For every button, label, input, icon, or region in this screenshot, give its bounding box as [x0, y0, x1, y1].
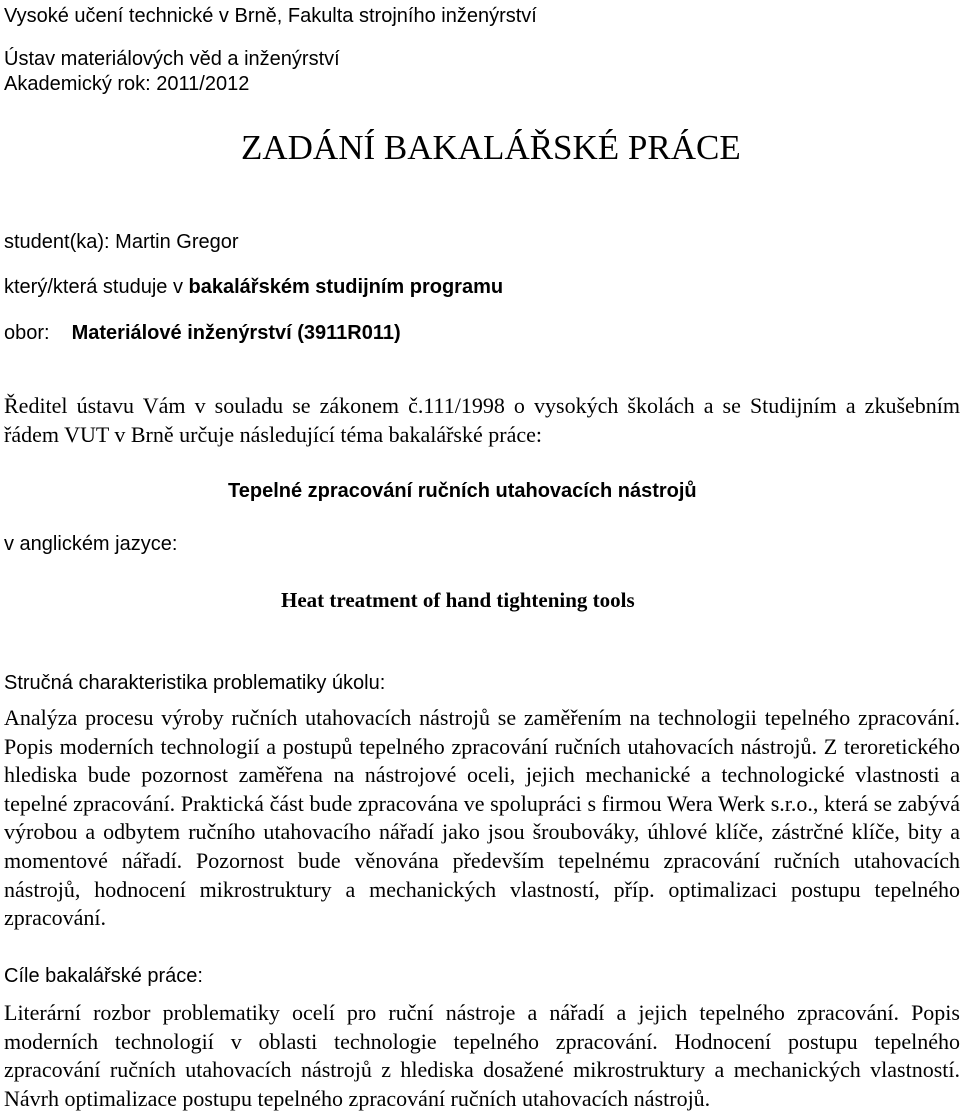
goals-heading: Cíle bakalářské práce:: [4, 965, 203, 987]
topic-czech: Tepelné zpracování ručních utahovacích nástrojů: [228, 480, 697, 502]
field-name: Materiálové inženýrství (3911R011): [71, 322, 401, 344]
student-label: student(ka):: [4, 231, 110, 253]
institute-header: Ústav materiálových věd a inženýrství: [4, 48, 340, 70]
english-topic-label: v anglickém jazyce:: [4, 533, 178, 555]
topic-english: Heat treatment of hand tightening tools: [281, 588, 635, 612]
characteristics-heading: Stručná charakteristika problematiky úkolu:: [4, 672, 386, 694]
student-name: Martin Gregor: [115, 231, 239, 253]
university-header: Vysoké učení technické v Brně, Fakulta strojního inženýrství: [4, 5, 537, 27]
academic-year: Akademický rok: 2011/2012: [4, 73, 250, 95]
goals-text: Literární rozbor problematiky ocelí pro ruční nástroje a nářadí a jejich tepelného zpracování. Popis moderních technologií v oblasti technologie tepelného zpracování. Hodnocení postupu tepelného zpracování ručních utahovacích nástrojů z hlediska dosažené mikrostruktury a mechanických vlastností. Návrh optimalizace postupu tepelného zpracování ručních utahovacích nástrojů.: [4, 1000, 960, 1111]
student-row: [4, 229, 239, 255]
page-title: ZADÁNÍ BAKALÁŘSKÉ PRÁCE: [241, 128, 741, 167]
program-prefix: který/která studuje v: [4, 276, 183, 298]
director-statement: Ředitel ústavu Vám v souladu se zákonem č.111/1998 o vysokých školách a se Studijním a zkušebním řádem VUT v Brně určuje následující téma bakalářské práce:: [4, 393, 960, 447]
field-label: obor:: [4, 322, 50, 344]
program-row: [4, 274, 503, 300]
characteristics-text: Analýza procesu výroby ručních utahovacích nástrojů se zaměřením na technologii tepelného zpracování. Popis moderních technologií a postupů tepelného zpracování ručních utahovacích nástrojů. Z teroretického hlediska bude pozornost zaměřena na nástrojové oceli, jejich mechanické a technologické vlastnosti a tepelné zpracování. Praktická část bude zpracována ve spolupráci s firmou Wera Werk s.r.o., která se zabývá výrobou a odbytem ručního utahovacího nářadí jako jsou šroubováky, úhlové klíče, zástrčné klíče, bity a momentové nářadí. Pozornost bude věnována především tepelnému zpracování ručních utahovacích nástrojů, hodnocení mikrostruktury a mechanických vlastností, příp. optimalizaci postupu tepelného zpracování.: [4, 705, 960, 931]
program-name: bakalářském studijním programu: [188, 276, 504, 298]
field-row: [4, 320, 401, 346]
